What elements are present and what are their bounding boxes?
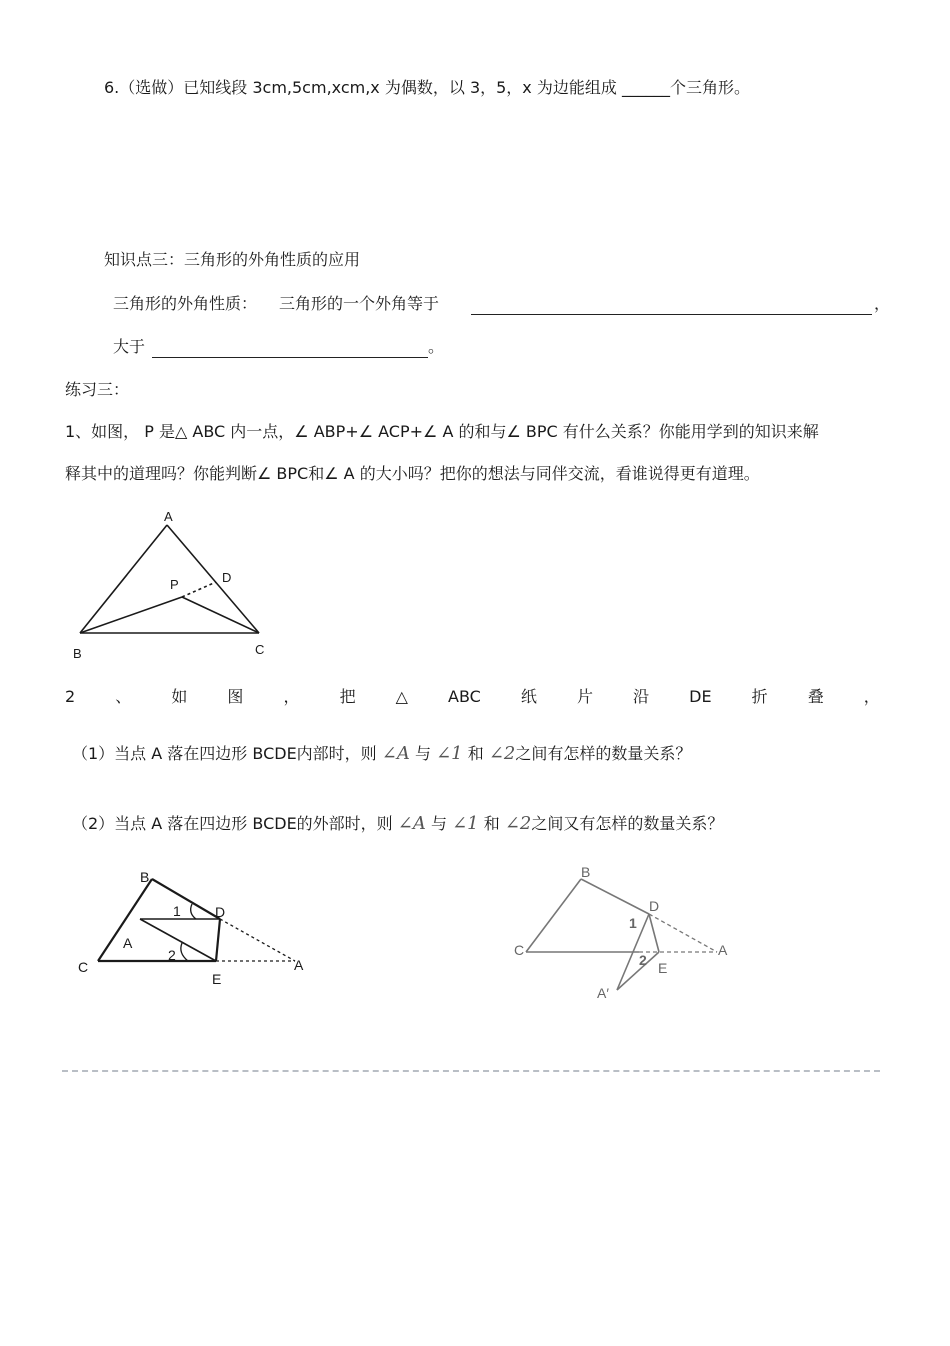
label-E: E: [658, 960, 668, 976]
exercise-q1-line2: 释其中的道理吗？你能判断∠ BPC和∠ A 的大小吗？把你的想法与同伴交流，看谁说得更有道理。: [65, 464, 760, 483]
q2-token: ABC: [448, 687, 481, 706]
q2-token: △: [395, 687, 408, 706]
q2-part2-and: 与: [430, 814, 447, 833]
angle-2-symbol: ∠2: [504, 813, 532, 834]
q2-token: 折: [751, 687, 768, 706]
label-1: 1: [173, 903, 181, 919]
angle-1-symbol: ∠1: [436, 743, 463, 764]
q2-token: 叠: [807, 687, 824, 706]
q2-token: ，: [283, 687, 300, 706]
q2-token: 沿: [633, 687, 650, 706]
segment-EA-folded: [140, 919, 216, 961]
label-E: E: [212, 971, 222, 987]
segment-DA-dashed: [649, 914, 717, 952]
label-B: B: [140, 869, 150, 885]
label-1: 1: [629, 915, 637, 931]
q2-token: 把: [339, 687, 356, 706]
knowledge-point-heading: 知识点三：三角形的外角性质的应用: [104, 250, 361, 269]
figure-fold-inside: [70, 860, 320, 995]
question-6-blank: ______: [621, 78, 670, 97]
label-B: B: [581, 864, 591, 880]
segment-PD-dashed: [182, 582, 216, 597]
q2-part1-text: （1）当点 A 落在四边形 BCDE内部时，则: [72, 744, 377, 763]
q2-token: 片: [576, 687, 593, 706]
segment-PC: [182, 597, 259, 633]
q2-token: DE: [689, 687, 712, 706]
q2-part1-he: 和: [467, 744, 484, 763]
label-A-inner: A: [123, 935, 133, 951]
q2-token: 、: [115, 687, 132, 706]
exercise-q2-part2: [72, 813, 723, 835]
angle-1-arc: [191, 904, 196, 919]
label-A: A: [164, 509, 173, 524]
label-C: C: [514, 942, 525, 958]
exterior-angle-property: [113, 293, 439, 315]
label-P: P: [170, 577, 179, 592]
greater-than-line: [113, 336, 145, 358]
label-A: A: [718, 942, 728, 958]
q2-part1-question: 之间有怎样的数量关系？: [515, 744, 692, 763]
question-6-text: 6.（选做）已知线段 3cm,5cm,xcm,x 为偶数，以 3，5，x 为边能组成: [104, 78, 617, 97]
angle-1-symbol: ∠1: [452, 813, 479, 834]
segment-DE: [216, 919, 220, 961]
property-comma: ，: [874, 294, 891, 313]
q2-token: 纸: [520, 687, 537, 706]
q2-token: 如: [171, 687, 188, 706]
exercise-title: 练习三：: [65, 380, 130, 399]
segment-DE: [649, 914, 659, 952]
segment-BD: [581, 879, 649, 914]
property-text: 三角形的一个外角等于: [279, 294, 440, 313]
q2-token: ，: [863, 687, 880, 706]
label-D: D: [649, 898, 660, 914]
label-2: 2: [639, 952, 647, 968]
answer-blank-greater[interactable]: [152, 339, 428, 358]
segment-AC: [167, 525, 259, 633]
q2-part1-and: 与: [414, 744, 431, 763]
greater-label: 大于: [113, 337, 146, 356]
q2-part2-he: 和: [483, 814, 500, 833]
label-2: 2: [168, 947, 176, 963]
figure-triangle-interior-point: [60, 505, 290, 665]
segment-BD: [152, 879, 220, 919]
q2-token: 图: [227, 687, 244, 706]
property-label: 三角形的外角性质：: [113, 294, 258, 313]
answer-blank-equals[interactable]: [471, 296, 872, 315]
label-C: C: [255, 642, 265, 657]
exercise-q1-line1: 1、如图， P 是△ ABC 内一点，∠ ABP+∠ ACP+∠ A 的和与∠ BPC 有什么关系？你能用学到的知识来解: [65, 422, 819, 441]
angle-A-symbol: ∠A: [397, 813, 426, 834]
angle-A-symbol: ∠A: [381, 743, 410, 764]
label-A-prime: A′: [597, 985, 609, 1001]
label-A: A: [294, 957, 304, 973]
angle-2-symbol: ∠2: [488, 743, 516, 764]
exercise-q2-line: [65, 686, 880, 708]
page-separator: [62, 1070, 880, 1072]
q2-part2-text: （2）当点 A 落在四边形 BCDE的外部时，则: [72, 814, 393, 833]
segment-EA-prime: [617, 952, 659, 990]
greater-period: 。: [428, 337, 445, 356]
label-D: D: [222, 570, 232, 585]
question-6: [104, 77, 750, 99]
label-B: B: [73, 646, 82, 661]
segment-BC: [526, 879, 581, 952]
exercise-q2-part1: [72, 743, 691, 765]
segment-DA-dashed: [220, 919, 295, 961]
figure-fold-outside: [505, 858, 745, 1003]
label-C: C: [78, 959, 89, 975]
label-D: D: [215, 904, 226, 920]
q2-token: 2: [65, 687, 76, 706]
question-6-tail: 个三角形。: [669, 78, 750, 97]
q2-part2-question: 之间又有怎样的数量关系？: [531, 814, 724, 833]
